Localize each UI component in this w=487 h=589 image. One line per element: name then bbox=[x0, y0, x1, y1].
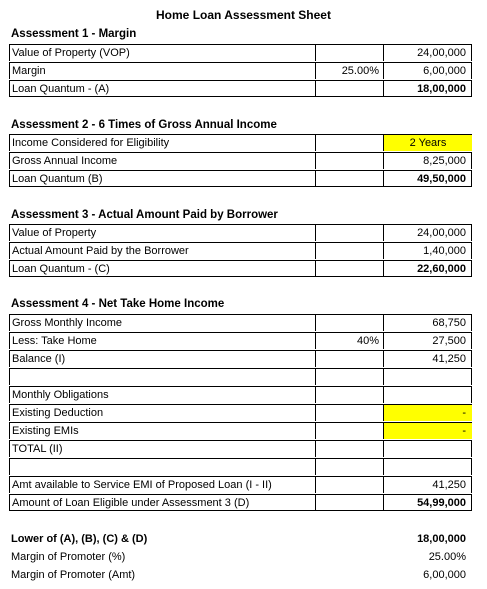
a4-existing-emis-label: Existing EMIs bbox=[12, 425, 79, 437]
a2-gross-annual-mid[interactable] bbox=[315, 153, 383, 169]
a4-spacer-1-label bbox=[12, 369, 315, 385]
a4-take-home-percent[interactable]: 40% bbox=[315, 333, 383, 349]
a4-row-spacer-2[interactable] bbox=[9, 458, 472, 475]
a4-take-home-label: Less: Take Home bbox=[12, 335, 97, 347]
summary-margin-amt-label: Margin of Promoter (Amt) bbox=[11, 569, 136, 581]
a2-gross-annual-label: Gross Annual Income bbox=[12, 155, 118, 167]
a1-margin-label: Margin bbox=[12, 65, 46, 77]
a3-loan-mid[interactable] bbox=[315, 261, 383, 276]
a4-balance-value[interactable]: 41,250 bbox=[383, 351, 472, 367]
a2-income-considered-mid[interactable] bbox=[315, 135, 383, 151]
a4-row-existing-emis[interactable] bbox=[9, 422, 472, 439]
sheet-title: Home Loan Assessment Sheet bbox=[156, 8, 331, 22]
a1-row-loan-quantum[interactable] bbox=[9, 80, 472, 97]
a3-vop-mid[interactable] bbox=[315, 225, 383, 241]
a4-total-mid[interactable] bbox=[315, 441, 383, 457]
a2-row-income-considered[interactable] bbox=[9, 134, 472, 151]
a2-income-considered-value[interactable]: 2 Years bbox=[383, 135, 472, 151]
summary-margin-percent-value[interactable]: 25.00% bbox=[428, 551, 466, 563]
a4-loan-eligible-value[interactable]: 54,99,000 bbox=[383, 495, 472, 510]
a4-row-existing-deduction[interactable] bbox=[9, 404, 472, 421]
summary-margin-percent-label: Margin of Promoter (%) bbox=[11, 551, 126, 563]
a3-row-loan-quantum[interactable] bbox=[9, 260, 472, 277]
a4-existing-deduction-label: Existing Deduction bbox=[12, 407, 104, 419]
a4-row-monthly-obligations[interactable] bbox=[9, 386, 472, 403]
a2-loan-label: Loan Quantum (B) bbox=[12, 173, 103, 185]
a1-vop-mid[interactable] bbox=[315, 45, 383, 61]
a4-spacer-1-value[interactable] bbox=[383, 369, 472, 385]
a4-total-value[interactable] bbox=[383, 441, 472, 457]
a2-row-gross-annual[interactable] bbox=[9, 152, 472, 169]
a4-existing-emis-mid[interactable] bbox=[315, 423, 383, 439]
a2-loan-mid[interactable] bbox=[315, 171, 383, 186]
a3-vop-label: Value of Property bbox=[12, 227, 97, 239]
a4-row-amt-available[interactable] bbox=[9, 476, 472, 493]
a4-monthly-obligations-mid[interactable] bbox=[315, 387, 383, 403]
a4-row-take-home[interactable] bbox=[9, 332, 472, 349]
a2-gross-annual-value[interactable]: 8,25,000 bbox=[383, 153, 472, 169]
a3-amount-paid-mid[interactable] bbox=[315, 243, 383, 259]
a4-balance-label: Balance (I) bbox=[12, 353, 66, 365]
a1-vop-value[interactable]: 24,00,000 bbox=[383, 45, 472, 61]
assessment-3-heading: Assessment 3 - Actual Amount Paid by Borrower bbox=[11, 209, 278, 221]
a4-spacer-2-label bbox=[12, 459, 315, 475]
summary-lower-label: Lower of (A), (B), (C) & (D) bbox=[11, 533, 148, 545]
a4-spacer-2-mid[interactable] bbox=[315, 459, 383, 475]
assessment-4-heading: Assessment 4 - Net Take Home Income bbox=[11, 298, 225, 310]
a4-total-label: TOTAL (II) bbox=[12, 443, 63, 455]
a1-row-margin[interactable] bbox=[9, 62, 472, 79]
a4-row-gross-monthly[interactable] bbox=[9, 314, 472, 331]
a4-existing-deduction-mid[interactable] bbox=[315, 405, 383, 421]
a4-spacer-2-value[interactable] bbox=[383, 459, 472, 475]
a4-monthly-obligations-value[interactable] bbox=[383, 387, 472, 403]
a4-row-balance[interactable] bbox=[9, 350, 472, 367]
summary-lower-value[interactable]: 18,00,000 bbox=[417, 533, 466, 545]
a4-take-home-value[interactable]: 27,500 bbox=[383, 333, 472, 349]
a4-spacer-1-mid[interactable] bbox=[315, 369, 383, 385]
a4-existing-deduction-value[interactable]: - bbox=[383, 405, 472, 421]
a3-row-amount-paid[interactable] bbox=[9, 242, 472, 259]
a4-loan-eligible-label: Amount of Loan Eligible under Assessment 3 (D) bbox=[12, 497, 250, 509]
a4-amt-available-value[interactable]: 41,250 bbox=[383, 477, 472, 493]
assessment-1-heading: Assessment 1 - Margin bbox=[11, 28, 137, 40]
a3-vop-value[interactable]: 24,00,000 bbox=[383, 225, 472, 241]
a4-amt-available-label: Amt available to Service EMI of Proposed Loan (I - II) bbox=[12, 479, 272, 491]
a4-gross-monthly-mid[interactable] bbox=[315, 315, 383, 331]
a4-existing-emis-value[interactable]: - bbox=[383, 423, 472, 439]
a1-margin-percent[interactable]: 25.00% bbox=[315, 63, 383, 79]
a1-loan-label: Loan Quantum - (A) bbox=[12, 83, 110, 95]
assessment-2-heading: Assessment 2 - 6 Times of Gross Annual Income bbox=[11, 119, 277, 131]
a3-amount-paid-value[interactable]: 1,40,000 bbox=[383, 243, 472, 259]
a3-row-vop[interactable] bbox=[9, 224, 472, 241]
a2-income-considered-label: Income Considered for Eligibility bbox=[12, 137, 170, 149]
a1-row-vop[interactable] bbox=[9, 44, 472, 61]
a4-monthly-obligations-label: Monthly Obligations bbox=[12, 389, 109, 401]
a2-loan-value[interactable]: 49,50,000 bbox=[383, 171, 472, 186]
a1-vop-label: Value of Property (VOP) bbox=[12, 47, 130, 59]
a4-balance-mid[interactable] bbox=[315, 351, 383, 367]
a3-amount-paid-label: Actual Amount Paid by the Borrower bbox=[12, 245, 189, 257]
a4-gross-monthly-label: Gross Monthly Income bbox=[12, 317, 123, 329]
a2-row-loan-quantum[interactable] bbox=[9, 170, 472, 187]
a4-amt-available-mid[interactable] bbox=[315, 477, 383, 493]
a4-row-loan-eligible[interactable] bbox=[9, 494, 472, 511]
summary-margin-amt-value[interactable]: 6,00,000 bbox=[423, 569, 466, 581]
a4-row-spacer-1[interactable] bbox=[9, 368, 472, 385]
a1-margin-value[interactable]: 6,00,000 bbox=[383, 63, 472, 79]
a4-loan-eligible-mid[interactable] bbox=[315, 495, 383, 510]
a1-loan-value[interactable]: 18,00,000 bbox=[383, 81, 472, 96]
a3-loan-label: Loan Quantum - (C) bbox=[12, 263, 110, 275]
a4-gross-monthly-value[interactable]: 68,750 bbox=[383, 315, 472, 331]
a4-row-total[interactable] bbox=[9, 440, 472, 457]
a1-loan-mid[interactable] bbox=[315, 81, 383, 96]
a3-loan-value[interactable]: 22,60,000 bbox=[383, 261, 472, 276]
